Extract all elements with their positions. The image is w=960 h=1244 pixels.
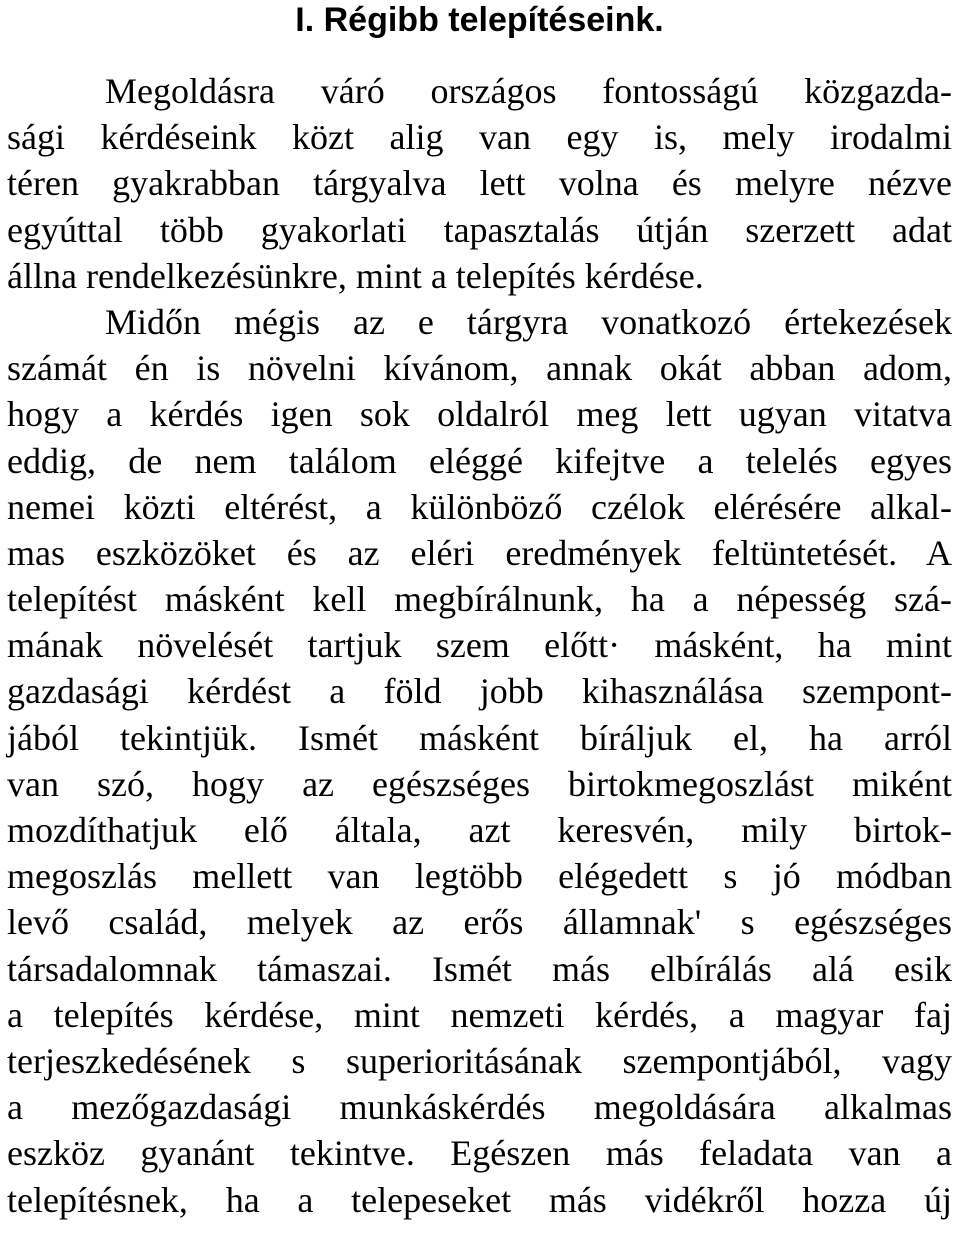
text-line: a telepítés kérdése, mint nemzeti kérdés, a magyar faj xyxy=(7,994,952,1035)
text-line: társadalomnak támaszai. Ismét más elbírálás alá esik xyxy=(7,948,952,989)
text-line: egyúttal több gyakorlati tapasztalás útján szerzett adat xyxy=(7,209,952,250)
text-line: sági kérdéseink közt alig van egy is, mely irodalmi xyxy=(7,117,952,158)
text-line: téren gyakrabban tárgyalva lett volna és melyre nézve xyxy=(7,163,952,204)
document-page xyxy=(7,0,952,1223)
text-line: Megoldásra váró országos fontosságú közgazda- xyxy=(105,71,952,111)
text-line: mának növelését tartjuk szem előtt· másként, ha mint xyxy=(7,625,952,666)
text-line: jából tekintjük. Ismét másként bíráljuk el, ha arról xyxy=(7,717,952,758)
text-line: eddig, de nem találom eléggé kifejtve a telelés egyes xyxy=(7,440,952,481)
text-line: megoszlás mellett van legtöbb elégedett s jó módban xyxy=(7,856,952,897)
text-line: állna rendelkezésünkre, mint a telepítés kérdése. xyxy=(7,255,704,296)
text-line: terjeszkedésének s superioritásának szempontjából, vagy xyxy=(7,1040,952,1081)
text-line: mas eszközöket és az eléri eredmények feltüntetését. A xyxy=(7,532,952,573)
text-line: van szó, hogy az egészséges birtokmegoszlást miként xyxy=(7,763,952,804)
text-line: a mezőgazdasági munkáskérdés megoldására alkalmas xyxy=(7,1087,952,1128)
text-line: levő család, melyek az erős államnak' s egészséges xyxy=(7,902,952,943)
text-line: nemei közti eltérést, a különböző czélok elérésére alkal- xyxy=(7,486,952,527)
chapter-heading: I. Régibb telepítéseink. xyxy=(295,1,664,39)
text-line: gazdasági kérdést a föld jobb kihasználása szempont- xyxy=(7,671,952,712)
text-line: telepítésnek, ha a telepeseket más vidékről hozza új xyxy=(7,1179,952,1220)
text-line: telepítést másként kell megbírálnunk, ha a népesség szá- xyxy=(7,579,952,620)
text-line: hogy a kérdés igen sok oldalról meg lett ugyan vitatva xyxy=(7,394,952,435)
text-line: Midőn mégis az e tárgyra vonatkozó értekezések xyxy=(105,301,952,342)
text-line: számát én is növelni kívánom, annak okát abban adom, xyxy=(7,348,952,389)
text-line: eszköz gyanánt tekintve. Egészen más feladata van a xyxy=(7,1133,952,1174)
text-line: mozdíthatjuk elő általa, azt keresvén, mily birtok- xyxy=(7,810,952,850)
body-text xyxy=(7,68,952,1223)
